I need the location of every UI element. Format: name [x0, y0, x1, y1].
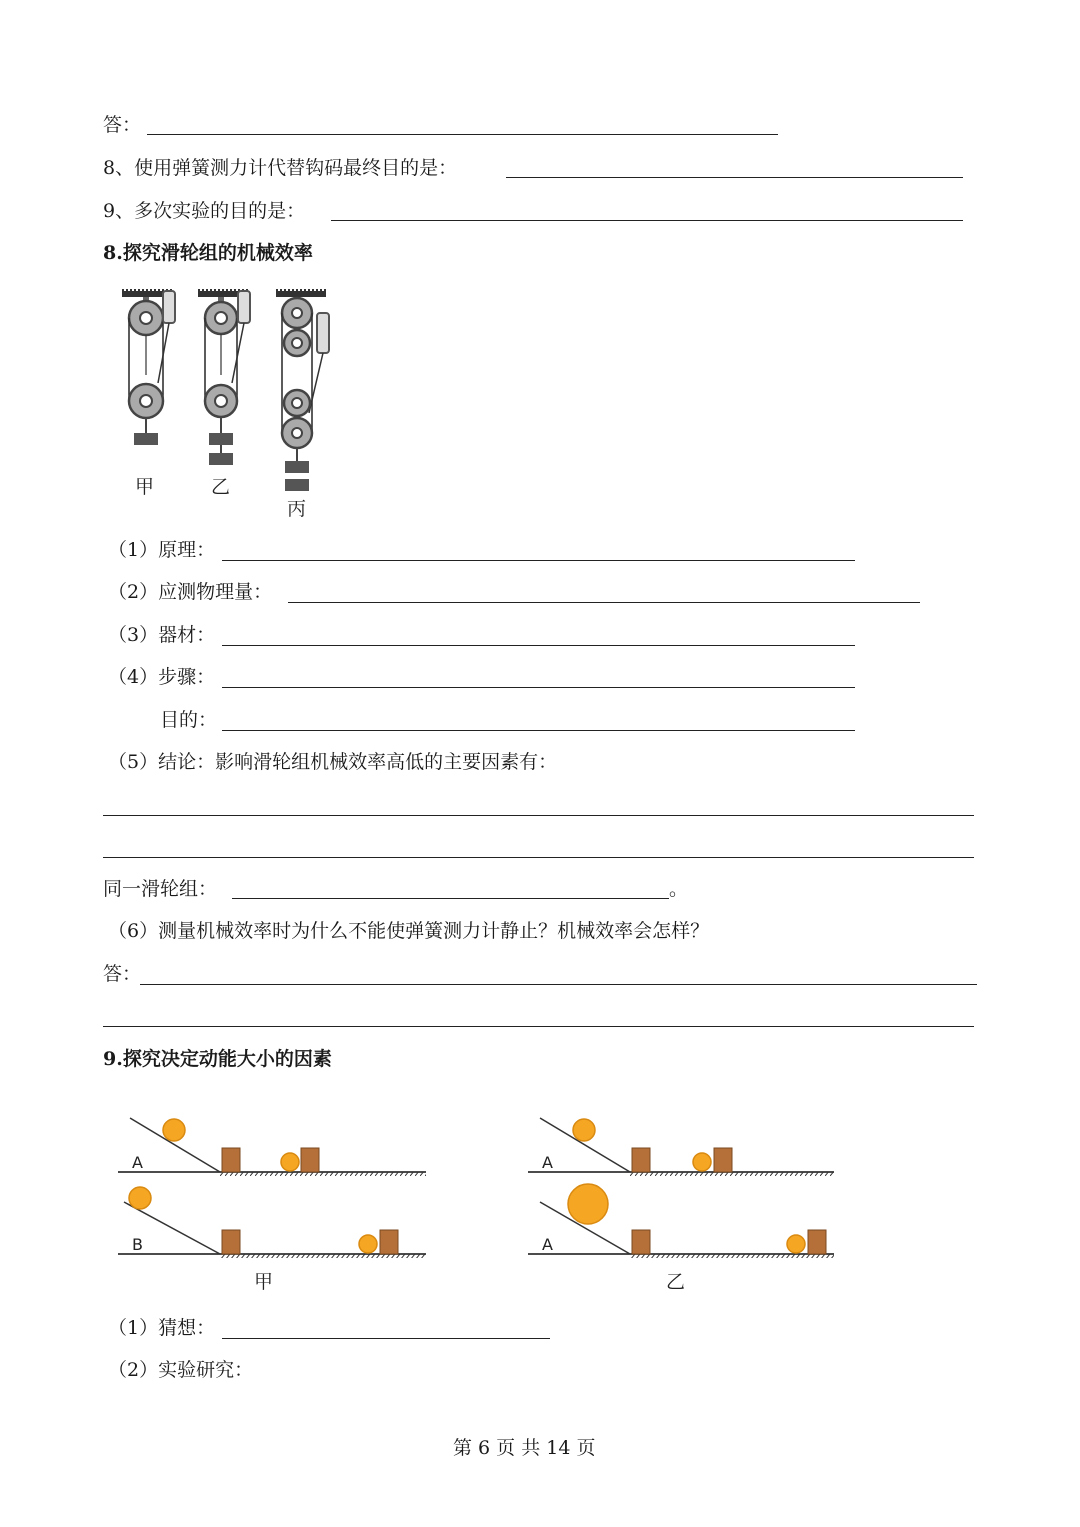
pulley-label-yi: 乙 [211, 476, 231, 498]
item-8-text: 8、使用弹簧测力计代替钩码最终目的是： [103, 157, 458, 179]
s8-q6-text: （6）测量机械效率时为什么不能使弹簧测力计静止？机械效率会怎样？ [108, 920, 710, 942]
section-8-title: 8.探究滑轮组的机械效率 [103, 242, 313, 264]
ramp-jia-top [118, 1118, 426, 1176]
ramp-yi-bottom [528, 1184, 834, 1258]
s8-q3-text: （3）器材： [108, 624, 216, 646]
s8-q4-text: （4）步骤： [108, 666, 216, 688]
s9-q1-text: （1）猜想： [108, 1317, 216, 1339]
s8-same-group-text: 同一滑轮组： [103, 878, 218, 900]
pulley-set-jia [122, 291, 175, 445]
page-footer: 第 6 页 共 14 页 [453, 1437, 596, 1459]
pulley-figure [110, 283, 350, 523]
pulley-set-yi [198, 291, 250, 465]
s8-q1-text: （1）原理： [108, 539, 216, 561]
ramp-jia-bottom [118, 1187, 426, 1258]
pulley-label-bing: 丙 [287, 498, 307, 520]
s8-q4-purpose-text: 目的： [160, 709, 218, 731]
ramp-label-yi-bottom: A [542, 1235, 553, 1254]
answer-line-s8-q6-2[interactable] [103, 1026, 974, 1027]
pulley-set-bing [276, 291, 329, 491]
s8-q6-answer-label: 答： [103, 963, 142, 985]
answer-line-s8-q2[interactable] [288, 602, 920, 603]
section-9-title: 9.探究决定动能大小的因素 [103, 1048, 332, 1070]
answer-line-s8-q4-purpose[interactable] [222, 730, 855, 731]
ramp-label-jia-top: A [132, 1153, 143, 1172]
answer-line-s8-q6-1[interactable] [140, 984, 977, 985]
answer-line-s9-q1[interactable] [222, 1338, 550, 1339]
answer-line-item-8[interactable] [506, 177, 963, 178]
answer-line-s8-same-group[interactable] [232, 898, 669, 899]
answer-line-s8-q1[interactable] [222, 560, 855, 561]
answer-line-s8-q5-2[interactable] [103, 857, 974, 858]
kinetic-label-yi: 乙 [666, 1271, 686, 1293]
answer-label-q7: 答： [103, 114, 142, 136]
answer-line-item-9[interactable] [331, 220, 963, 221]
s8-q5-text: （5）结论：影响滑轮组机械效率高低的主要因素有： [108, 751, 558, 773]
s8-period: 。 [669, 878, 689, 900]
ramp-yi-top [528, 1118, 834, 1176]
kinetic-label-jia: 甲 [254, 1271, 274, 1293]
s9-q2-text: （2）实验研究： [108, 1359, 254, 1381]
answer-line-s8-q4[interactable] [222, 687, 855, 688]
kinetic-energy-figure [110, 1110, 850, 1295]
ramp-label-yi-top: A [542, 1153, 553, 1172]
item-9-text: 9、多次实验的目的是： [103, 200, 306, 222]
answer-line-s8-q3[interactable] [222, 645, 855, 646]
answer-line-q7[interactable] [147, 134, 778, 135]
ramp-label-jia-bottom: B [132, 1235, 143, 1254]
answer-line-s8-q5-1[interactable] [103, 815, 974, 816]
pulley-label-jia: 甲 [135, 476, 155, 498]
s8-q2-text: （2）应测物理量： [108, 581, 273, 603]
